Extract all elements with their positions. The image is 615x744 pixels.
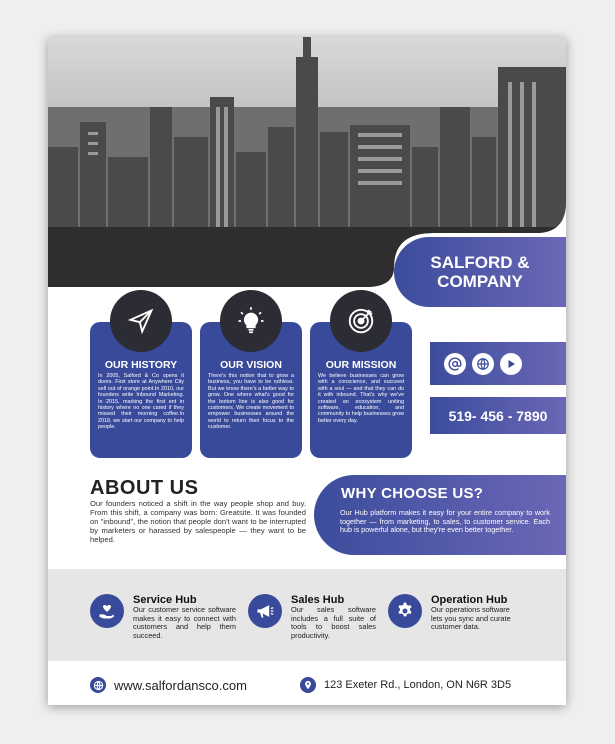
phone-number-box: [430, 397, 566, 434]
flyer-page: [48, 37, 566, 705]
megaphone-icon: [248, 594, 282, 628]
card-text: In 2005, Salford & Co opens it doors. First store at Anywhere City sell out of orange point.In 2010, our founders write Inbound Marketing. In 2015, marking the first ent in history where no one cared if they missed their morning coffee.In 2018, we start our company to help people.: [98, 373, 184, 431]
why-title: WHY CHOOSE US?: [341, 485, 484, 502]
operation-hub: [388, 594, 558, 632]
card-text: We believe businesses can grow with a conscience, and succeed with a soul — and that they can do it with inbound. That's why we've created an ecosystem uniting software, education, and community to help businesses grow better every day.: [318, 373, 404, 424]
history-card: [90, 322, 192, 458]
globe-icon[interactable]: [472, 353, 494, 375]
card-text: There's this notion that to grow a business, you have to be ruthless. But we know there's a better way to grow. One where what's good for the bottom line is also good for customers. We create movement to empower businesses around the world to return their focus to the customer.: [208, 373, 294, 431]
card-title: OUR VISION: [220, 359, 282, 371]
about-text: Our founders noticed a shift in the way people shop and buy. From this shift, a company was born: Greatsite. It was founded on "inbound", the notion that people don't want to be interrupted by marketers or harassed by salespeople — they want to be helped.: [90, 499, 306, 544]
target-icon: [330, 290, 392, 352]
why-text: Our Hub platform makes it easy for your entire company to work together — from marketing, to sales, to customer service. Each hub is powerful alone, but they're even better together.: [340, 508, 550, 535]
hub-text: Our sales software includes a full suite of tools to boost sales productivity.: [291, 605, 376, 640]
hubs-section: [48, 569, 566, 661]
heart-hand-icon: [90, 594, 124, 628]
mission-card: [310, 322, 412, 458]
phone-number[interactable]: 519- 456 - 7890: [448, 407, 548, 424]
paper-plane-icon: [110, 290, 172, 352]
hub-title: Sales Hub: [291, 594, 345, 606]
hub-text: Our operations software lets you sync and curate customer data.: [431, 605, 511, 632]
why-choose-us-panel: [314, 475, 566, 555]
website-footer: [90, 677, 247, 693]
website-link[interactable]: www.salfordansco.com: [114, 677, 247, 693]
card-title: OUR HISTORY: [104, 359, 178, 371]
service-hub: [90, 594, 240, 640]
lightbulb-icon: [220, 290, 282, 352]
gear-icon: [388, 594, 422, 628]
vision-card: [200, 322, 302, 458]
address-footer: [300, 677, 511, 693]
hub-text: Our customer service software makes it easy to connect with customers and help them succeed.: [133, 605, 236, 640]
play-icon[interactable]: [500, 353, 522, 375]
globe-icon: [90, 677, 106, 693]
location-pin-icon: [300, 677, 316, 693]
hub-title: Service Hub: [133, 594, 197, 606]
card-title: OUR MISSION: [325, 359, 397, 371]
hub-title: Operation Hub: [431, 594, 508, 606]
company-name-banner: [394, 237, 566, 307]
social-icons-bar: [430, 342, 566, 385]
address-text: 123 Exeter Rd., London, ON N6R 3D5: [324, 679, 512, 691]
sales-hub: [248, 594, 398, 640]
about-title: ABOUT US: [90, 477, 199, 499]
company-name: SALFORD & COMPANY: [430, 253, 530, 291]
at-icon[interactable]: [444, 353, 466, 375]
